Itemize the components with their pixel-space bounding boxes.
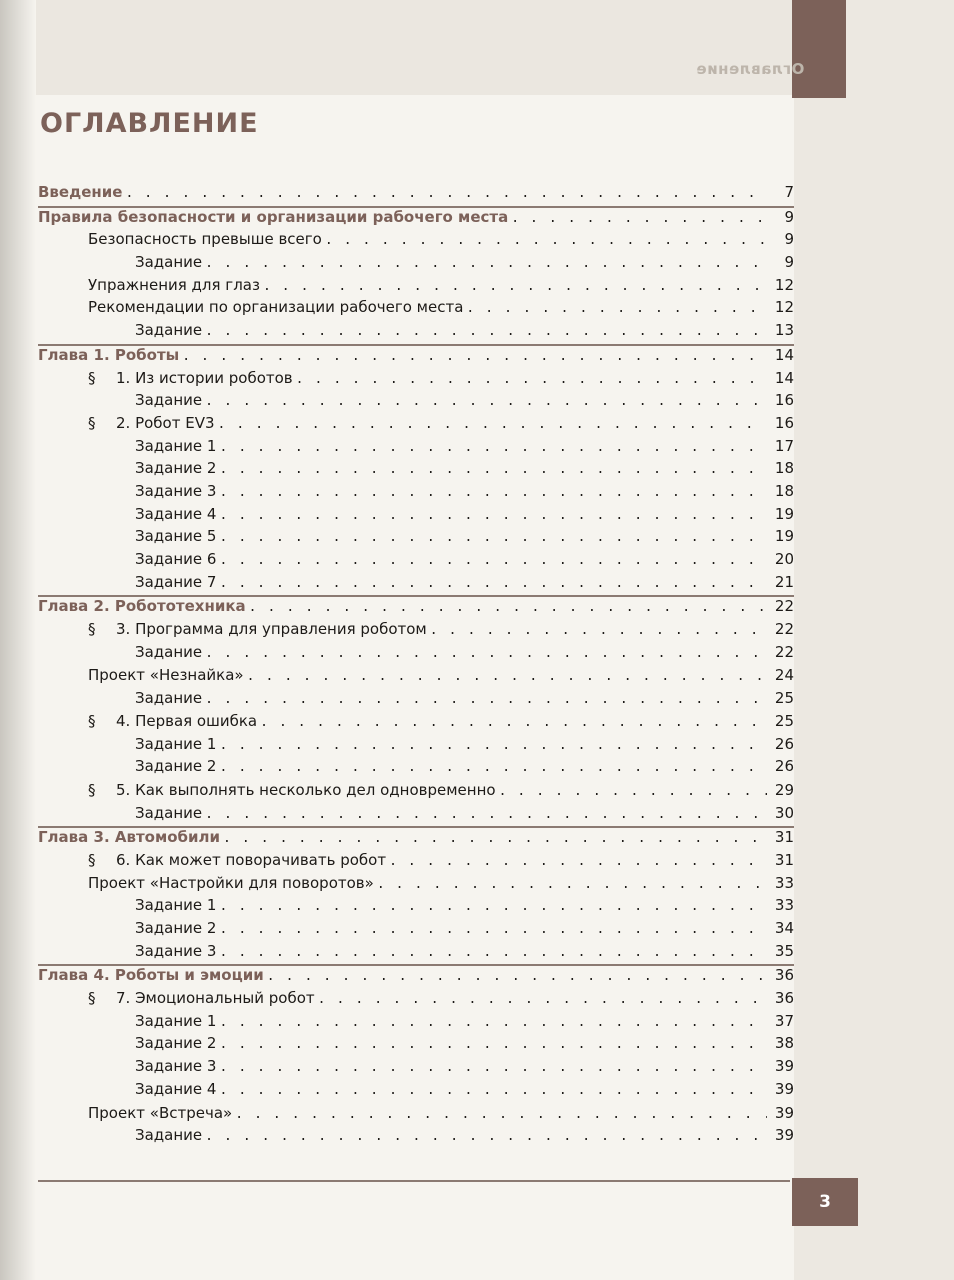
toc-page-number: 29 [774, 780, 794, 799]
toc-entry-label: Задание [135, 391, 203, 410]
toc-entry[interactable] [38, 437, 794, 460]
leader-dots [205, 324, 767, 339]
leader-dots [125, 186, 767, 201]
leader-dots [219, 945, 767, 960]
toc-entry[interactable] [38, 1034, 794, 1057]
toc-page-number: 25 [774, 689, 794, 708]
leader-dots [205, 394, 767, 409]
toc-entry-title: 4. Первая ошибка [116, 711, 258, 730]
leader-dots [235, 1107, 767, 1122]
toc-entry-label: Задание 1 [135, 734, 217, 753]
toc-page-number: 9 [784, 207, 794, 226]
toc-page-number: 30 [774, 803, 794, 822]
toc-entry-label: Глава 2. Робототехника [38, 597, 246, 616]
leader-dots [219, 738, 767, 753]
leader-dots [223, 831, 767, 846]
toc-entry[interactable] [38, 527, 794, 550]
toc-page-number: 18 [774, 459, 794, 478]
toc-entry-label: Задание 1 [135, 1011, 217, 1030]
toc-entry-label: Безопасность превыше всего [88, 230, 322, 249]
footer-rule [38, 1180, 790, 1182]
toc-page-number: 25 [774, 711, 794, 730]
toc-page-number: 14 [774, 368, 794, 387]
leader-dots [218, 417, 767, 432]
toc-entry-label: Задание 2 [135, 1034, 217, 1053]
toc-entry-label [88, 620, 427, 638]
leader-dots [466, 301, 767, 316]
toc-page-number: 22 [774, 642, 794, 661]
toc-page-number: 39 [774, 1057, 794, 1076]
toc-entry-title: 2. Робот EV3 [116, 413, 215, 432]
toc-entry[interactable] [38, 919, 794, 942]
leader-dots [318, 992, 767, 1007]
leader-dots [296, 372, 767, 387]
toc-entry-label: Глава 4. Роботы и эмоции [38, 966, 264, 985]
toc-page-number: 18 [774, 481, 794, 500]
toc-entry-label [88, 414, 215, 432]
toc-page-number: 19 [774, 527, 794, 546]
leader-dots [430, 623, 767, 638]
toc-entry-safety-rules[interactable] [38, 206, 794, 231]
leader-dots [499, 784, 767, 799]
toc-entry[interactable] [38, 482, 794, 505]
toc-entry-label [88, 851, 386, 869]
toc-page-number: 37 [774, 1011, 794, 1030]
leader-dots [219, 440, 767, 455]
toc-entry[interactable] [38, 550, 794, 573]
toc-entry[interactable] [38, 1080, 794, 1103]
page-title: ОГЛАВЛЕНИЕ [40, 108, 259, 139]
toc-chapter-3[interactable] [38, 826, 794, 851]
toc-entry-label: Задание [135, 321, 203, 340]
toc-page-number: 19 [774, 504, 794, 523]
section-sign: § [88, 780, 96, 799]
leader-dots [219, 553, 767, 568]
leader-dots [205, 807, 767, 822]
toc-entry[interactable] [38, 851, 794, 874]
toc-entry-label: Задание 1 [135, 896, 217, 915]
toc-page-number: 12 [774, 298, 794, 317]
toc-entry-label: Проект «Встреча» [88, 1103, 233, 1122]
toc-page-number: 26 [774, 757, 794, 776]
leader-dots [205, 256, 767, 271]
toc-entry-label: Задание 2 [135, 757, 217, 776]
toc-entry-label [88, 781, 496, 799]
toc-page-number: 22 [774, 620, 794, 639]
toc-page-number: 36 [774, 989, 794, 1008]
toc-entry[interactable] [38, 298, 794, 321]
table-of-contents [38, 183, 794, 1149]
toc-entry-title: 5. Как выполнять несколько дел одновременно [116, 780, 496, 799]
toc-entry[interactable] [38, 505, 794, 528]
toc-page-number: 35 [774, 941, 794, 960]
toc-entry-label: Рекомендации по организации рабочего места [88, 298, 464, 317]
section-sign: § [88, 850, 96, 869]
toc-entry[interactable] [38, 1057, 794, 1080]
toc-entry-label: Задание [135, 642, 203, 661]
section-sign: § [88, 368, 96, 387]
toc-page-number: 13 [774, 321, 794, 340]
section-sign: § [88, 413, 96, 432]
toc-entry-label: Задание [135, 253, 203, 272]
toc-page-number: 9 [784, 230, 794, 249]
toc-chapter-4[interactable] [38, 964, 794, 989]
toc-entry-title: 7. Эмоциональный робот [116, 989, 315, 1008]
toc-page-number: 21 [774, 572, 794, 591]
leader-dots [219, 760, 767, 775]
toc-page-number: 16 [774, 391, 794, 410]
leader-dots [263, 279, 767, 294]
toc-entry[interactable] [38, 414, 794, 437]
toc-page-number: 34 [774, 919, 794, 937]
leader-dots [219, 899, 767, 914]
section-sign: § [88, 989, 96, 1008]
leader-dots [219, 1015, 767, 1030]
toc-entry[interactable] [38, 391, 794, 414]
leader-dots [219, 1037, 767, 1052]
toc-entry[interactable] [38, 643, 794, 666]
toc-entry[interactable] [38, 573, 794, 596]
toc-entry-label: Задание [135, 803, 203, 822]
toc-entry-label: Введение [38, 183, 123, 201]
toc-entry-label: Задание 6 [135, 550, 217, 568]
leader-dots [389, 854, 767, 869]
leader-dots [205, 646, 767, 661]
toc-entry[interactable] [38, 369, 794, 392]
leader-dots [377, 877, 767, 892]
toc-page-number: 33 [774, 896, 794, 915]
toc-page-number: 39 [774, 1079, 794, 1098]
toc-entry[interactable] [38, 666, 794, 689]
leader-dots [205, 1129, 767, 1144]
toc-entry-label: Задание 4 [135, 1079, 217, 1098]
toc-entry-title: 1. Из истории роботов [116, 368, 293, 387]
toc-entry-label: Задание 3 [135, 941, 217, 960]
toc-entry-label: Задание 3 [135, 1057, 217, 1076]
toc-page-number: 7 [784, 183, 794, 201]
toc-entry-title: 3. Программа для управления роботом [116, 620, 427, 639]
leader-dots [219, 462, 767, 477]
toc-entry[interactable] [38, 712, 794, 735]
toc-entry[interactable] [38, 1104, 794, 1127]
toc-entry[interactable] [38, 804, 794, 827]
toc-page-number: 14 [774, 345, 794, 364]
leader-dots [267, 969, 767, 984]
toc-entry[interactable] [38, 874, 794, 897]
toc-entry-label: Задание 1 [135, 436, 217, 455]
toc-entry[interactable] [38, 620, 794, 643]
leader-dots [219, 508, 767, 523]
header-tab [792, 0, 846, 98]
toc-entry-label: Задание [135, 1126, 203, 1145]
toc-page-number: 31 [774, 850, 794, 869]
toc-entry[interactable] [38, 230, 794, 253]
leader-dots [219, 922, 767, 937]
toc-entry-label: Проект «Незнайка» [88, 666, 244, 685]
toc-entry-label: Глава 3. Автомобили [38, 828, 221, 847]
leader-dots [219, 1060, 767, 1075]
toc-entry-label [88, 989, 315, 1007]
toc-entry-title: 6. Как может поворачивать робот [116, 850, 387, 869]
toc-page-number: 17 [774, 436, 794, 455]
leader-dots [182, 349, 767, 364]
leader-dots [219, 530, 767, 545]
toc-page-number: 33 [774, 873, 794, 892]
toc-entry-label: Задание 5 [135, 527, 217, 546]
toc-page-number: 22 [774, 597, 794, 616]
toc-entry-label: Задание 2 [135, 919, 217, 937]
toc-chapter-1[interactable] [38, 344, 794, 369]
toc-entry[interactable] [38, 942, 794, 965]
toc-entry[interactable] [38, 459, 794, 482]
toc-entry[interactable] [38, 1126, 794, 1149]
toc-page-number: 24 [774, 666, 794, 685]
toc-entry-label: Задание 2 [135, 459, 217, 478]
toc-entry[interactable] [38, 253, 794, 276]
toc-entry[interactable] [38, 735, 794, 758]
leader-dots [219, 1083, 767, 1098]
toc-entry[interactable] [38, 781, 794, 804]
toc-entry[interactable] [38, 896, 794, 919]
toc-entry[interactable] [38, 989, 794, 1012]
toc-entry-intro[interactable] [38, 183, 794, 206]
toc-entry-label: Правила безопасности и организации рабочего места [38, 207, 509, 226]
toc-entry[interactable] [38, 321, 794, 344]
toc-entry-label [88, 712, 257, 730]
toc-page-number: 39 [774, 1126, 794, 1145]
toc-entry[interactable] [38, 757, 794, 780]
leader-dots [205, 692, 767, 707]
facing-page-bleed [794, 0, 954, 1280]
toc-entry-label: Глава 1. Роботы [38, 345, 180, 364]
leader-dots [511, 211, 767, 226]
toc-page-number: 31 [774, 828, 794, 847]
leader-dots [247, 669, 767, 684]
leader-dots [325, 233, 767, 248]
toc-page-number: 16 [774, 413, 794, 432]
leader-dots [249, 600, 767, 615]
toc-entry-label: Задание 7 [135, 572, 217, 591]
page-gutter-shadow [0, 0, 36, 1280]
toc-entry[interactable] [38, 1012, 794, 1035]
toc-page-number: 20 [774, 550, 794, 568]
toc-page-number: 38 [774, 1034, 794, 1053]
toc-entry-label [88, 369, 293, 387]
leader-dots [219, 485, 767, 500]
header-band [36, 0, 818, 95]
toc-entry-label: Проект «Настройки для поворотов» [88, 873, 374, 892]
toc-page-number: 9 [784, 253, 794, 272]
leader-dots [219, 576, 767, 591]
leader-dots [260, 715, 767, 730]
toc-entry-label: Задание 4 [135, 504, 217, 523]
toc-entry[interactable] [38, 276, 794, 299]
toc-entry[interactable] [38, 689, 794, 712]
section-sign: § [88, 620, 96, 639]
toc-entry-label: Задание 3 [135, 481, 217, 500]
toc-page-number: 36 [774, 966, 794, 985]
page-number: 3 [792, 1178, 858, 1226]
toc-page-number: 39 [774, 1103, 794, 1122]
toc-chapter-2[interactable] [38, 595, 794, 620]
toc-entry-label: Задание [135, 689, 203, 708]
toc-page-number: 26 [774, 734, 794, 753]
toc-page-number: 12 [774, 275, 794, 294]
section-sign: § [88, 711, 96, 730]
running-head: Оглавление [695, 60, 804, 78]
toc-entry-label: Упражнения для глаз [88, 275, 260, 294]
